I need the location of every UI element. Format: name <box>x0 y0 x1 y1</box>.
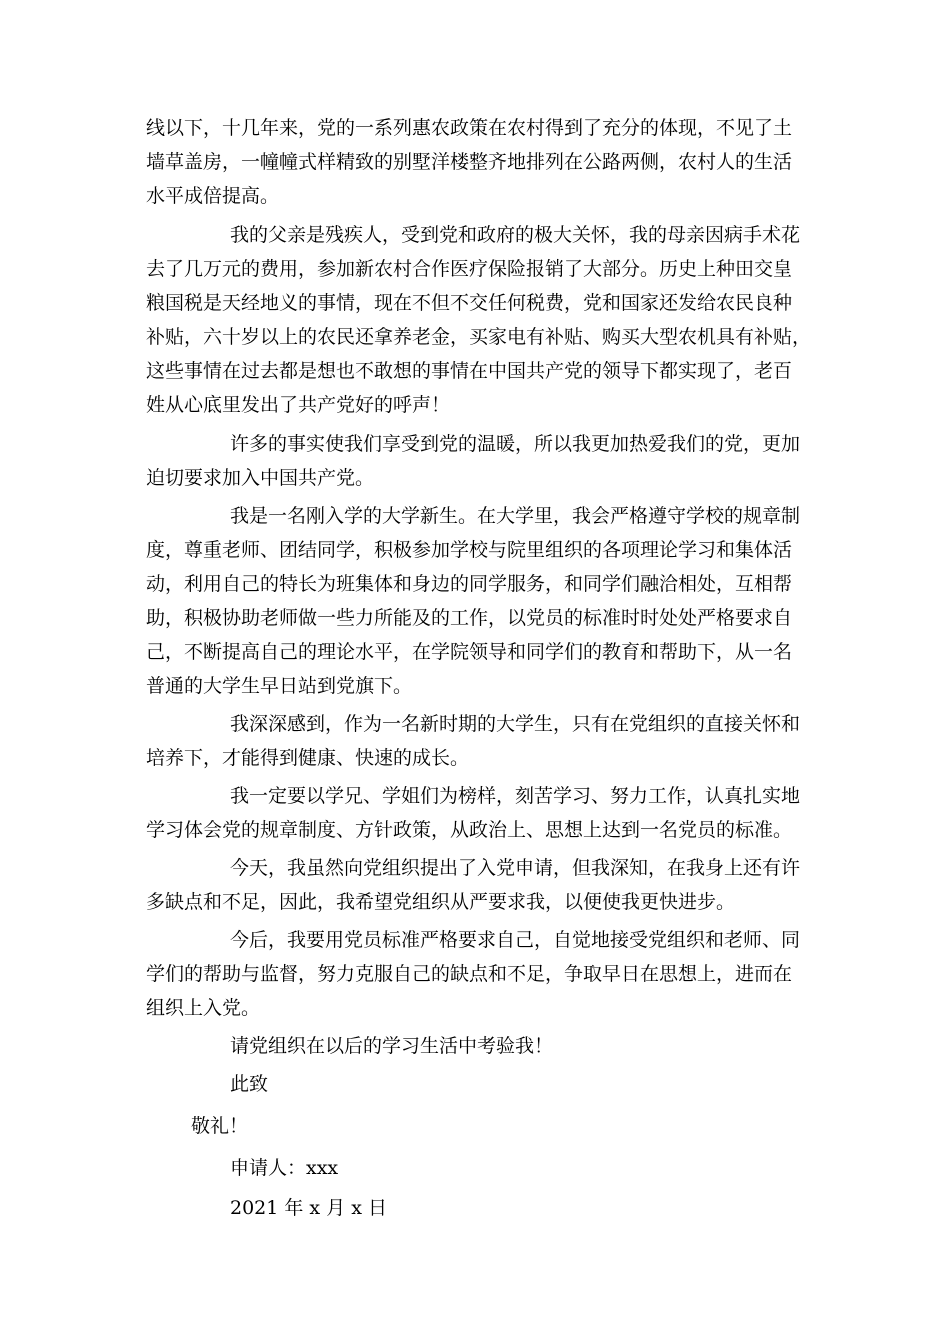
paragraph-4-line-5: 己，不断提高自己的理论水平，在学院领导和同学们的教育和帮助下，从一名 <box>146 641 793 663</box>
applicant-signature: 申请人：xxx <box>230 1157 339 1179</box>
paragraph-2-line-6: 姓从心底里发出了共产党好的呼声！ <box>146 394 451 416</box>
paragraph-2-line-5: 这些事情在过去都是想也不敢想的事情在中国共产党的领导下都实现了，老百 <box>146 360 793 382</box>
paragraph-2-line-4: 补贴，六十岁以上的农民还拿养老金，买家电有补贴、购买大型农机具有补贴， <box>146 326 812 348</box>
paragraph-3-line-1: 许多的事实使我们享受到党的温暖，所以我更加热爱我们的党，更加 <box>230 433 801 455</box>
paragraph-2-line-2: 去了几万元的费用，参加新农村合作医疗保险报销了大部分。历史上种田交皇 <box>146 258 793 280</box>
paragraph-8-line-1: 今后，我要用党员标准严格要求自己，自觉地接受党组织和老师、同 <box>230 929 801 951</box>
paragraph-4-line-4: 助，积极协助老师做一些力所能及的工作，以党员的标准时时处处严格要求自 <box>146 607 793 629</box>
paragraph-3-line-2: 迫切要求加入中国共产党。 <box>146 467 375 489</box>
paragraph-4-line-6: 普通的大学生早日站到党旗下。 <box>146 675 413 697</box>
paragraph-6-line-2: 学习体会党的规章制度、方针政策，从政治上、思想上达到一名党员的标准。 <box>146 819 793 841</box>
paragraph-7-line-1: 今天，我虽然向党组织提出了入党申请，但我深知，在我身上还有许 <box>230 857 801 879</box>
paragraph-1-line-3: 水平成倍提高。 <box>146 185 280 207</box>
paragraph-8-line-2: 学们的帮助与监督，努力克服自己的缺点和不足，争取早日在思想上，进而在 <box>146 963 793 985</box>
paragraph-2-line-1: 我的父亲是残疾人，受到党和政府的极大关怀，我的母亲因病手术花 <box>230 224 801 246</box>
paragraph-5-line-1: 我深深感到，作为一名新时期的大学生，只有在党组织的直接关怀和 <box>230 713 801 735</box>
application-date: 2021 年 x 月 x 日 <box>230 1197 387 1219</box>
closing-greeting: 此致 <box>230 1073 269 1095</box>
paragraph-7-line-2: 多缺点和不足，因此，我希望党组织从严要求我，以便使我更快进步。 <box>146 891 736 913</box>
paragraph-6-line-1: 我一定要以学兄、学姐们为榜样，刻苦学习、努力工作，认真扎实地 <box>230 785 801 807</box>
paragraph-4-line-2: 度，尊重老师、团结同学，积极参加学校与院里组织的各项理论学习和集体活 <box>146 539 793 561</box>
paragraph-5-line-2: 培养下，才能得到健康、快速的成长。 <box>146 747 470 769</box>
paragraph-1-line-2: 墙草盖房，一幢幢式样精致的别墅洋楼整齐地排列在公路两侧，农村人的生活 <box>146 151 793 173</box>
paragraph-8-line-3: 组织上入党。 <box>146 997 261 1019</box>
paragraph-1-line-1: 线以下，十几年来，党的一系列惠农政策在农村得到了充分的体现，不见了土 <box>146 117 793 139</box>
paragraph-9-line-1: 请党组织在以后的学习生活中考验我！ <box>230 1035 554 1057</box>
paragraph-4-line-1: 我是一名刚入学的大学新生。在大学里，我会严格遵守学校的规章制 <box>230 505 801 527</box>
closing-salute: 敬礼！ <box>191 1115 249 1137</box>
paragraph-4-line-3: 动，利用自己的特长为班集体和身边的同学服务，和同学们融洽相处，互相帮 <box>146 573 793 595</box>
paragraph-2-line-3: 粮国税是天经地义的事情，现在不但不交任何税费，党和国家还发给农民良种 <box>146 292 793 314</box>
